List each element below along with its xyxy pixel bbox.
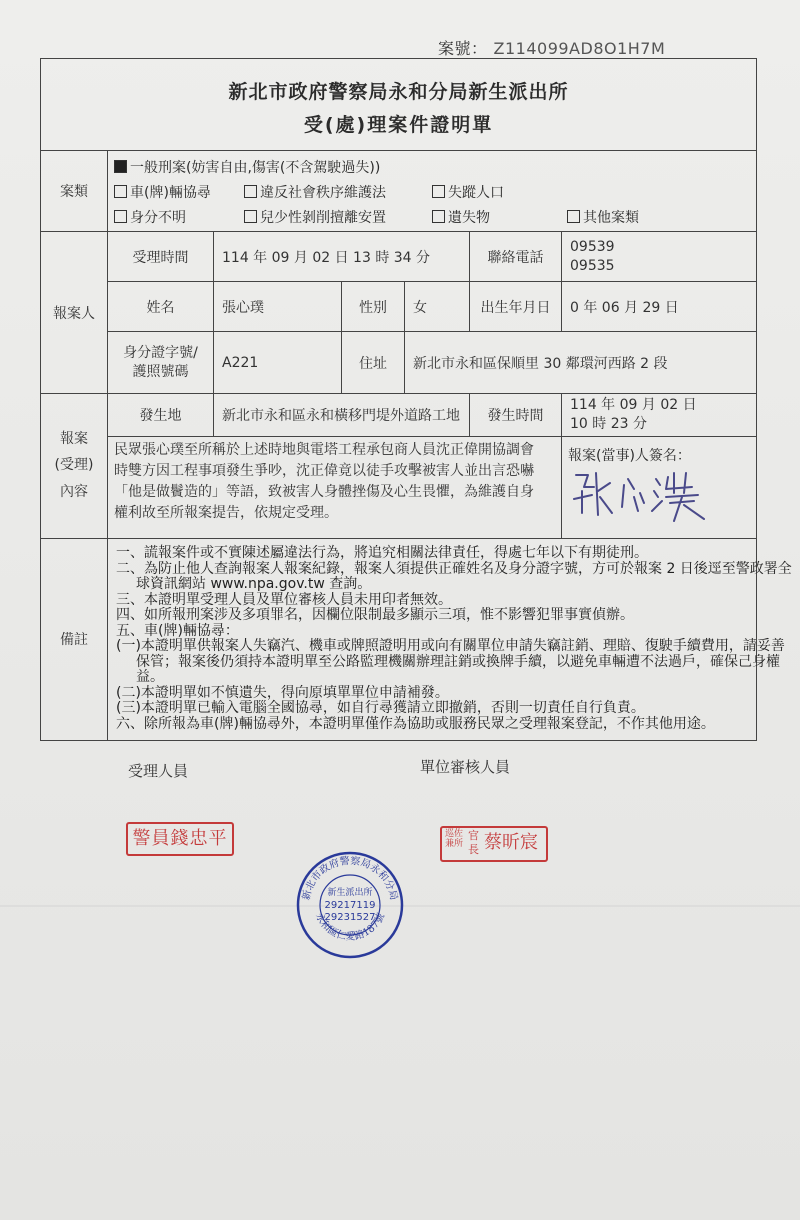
- checkbox-icon: [432, 210, 445, 223]
- note-line: (一)本證明單供報案人失竊汽、機車或牌照證明用或向有關單位申請失竊註銷、理賠、復駛手續費用，請妥善: [116, 638, 785, 655]
- police-station-seal: [295, 850, 405, 960]
- gender-value: 女: [405, 282, 470, 332]
- form-title: 新北市政府警察局永和分局新生派出所: [228, 80, 569, 103]
- note-line: (三)本證明單已輸入電腦全國協尋，如自行尋獲請立即撤銷，否則一切責任自行負責。: [116, 700, 645, 717]
- reviewer-label: 單位審核人員: [420, 758, 511, 776]
- name-value: 張心璞: [214, 282, 342, 332]
- place-label: 發生地: [108, 394, 214, 437]
- occur-time-label: 發生時間: [470, 394, 562, 437]
- case-type-option-unknown-identity: 身分不明: [114, 207, 186, 227]
- note-line: 保管；報案後仍須持本證明單至公路監理機關辦理註銷或換牌手續，以避免車輛遭不法過戶，確保己身權: [136, 653, 780, 670]
- note-line: (二)本證明單如不慎遺失，得向原填單單位申請補發。: [116, 684, 449, 701]
- form-header: [41, 59, 757, 151]
- report-content-line: 權利故至所報案提告，依規定受理。: [114, 504, 338, 521]
- checkbox-icon: [114, 210, 127, 223]
- address-label: 住址: [342, 332, 405, 394]
- signature-cell: [562, 436, 757, 538]
- report-content-line: 民眾張心璞至所稱於上述時地與電塔工程承包商人員沈正偉開協調會: [114, 441, 534, 458]
- gender-label: 性別: [342, 282, 405, 332]
- id-label: 身分證字號/ 護照號碼: [108, 332, 214, 394]
- place-value: 新北市永和區永和橫移門堤外道路工地: [214, 394, 470, 437]
- reviewer-stamp: 巡佐 兼所 官 長 蔡昕宸: [440, 826, 548, 862]
- handwritten-signature: [570, 467, 720, 525]
- case-number-label: 案號：: [438, 39, 488, 58]
- reviewer-stamp-name: 蔡昕宸: [484, 832, 538, 853]
- report-section-label: 報案 (受理) 內容: [41, 394, 108, 539]
- case-type-option-lost-property: 遺失物: [432, 207, 490, 227]
- note-line: 三、本證明單受理人員及單位審核人員未用印者無效。: [116, 591, 452, 608]
- checkbox-icon: [432, 185, 445, 198]
- note-line: 二、為防止他人查詢報案人報案紀錄，報案人須提供正確姓名及身分證字號，方可於報案 2 日後逕至警政署全: [116, 560, 792, 577]
- receiver-stamp: 警員錢忠平: [126, 822, 234, 856]
- note-line: 球資訊網站 www.npa.gov.tw 查詢。: [136, 576, 372, 593]
- checkbox-icon: [244, 185, 257, 198]
- form-subtitle: 受(處)理案件證明單: [303, 113, 494, 136]
- case-number-value: Z114099AD8O1H7M: [493, 39, 666, 58]
- case-number: [438, 36, 665, 59]
- note-line: 一、謊報案件或不實陳述屬違法行為，將追究相關法律責任，得處七年以下有期徒刑。: [116, 545, 648, 562]
- seal-address-text: 永和區仁愛路187號: [312, 911, 388, 943]
- case-type-option-child-exploitation: 兒少性剝削擅離安置: [244, 207, 386, 227]
- case-type-option-missing-person: 失蹤人口: [432, 182, 504, 202]
- occur-time-value: 114 年 09 月 02 日 10 時 23 分: [562, 394, 757, 437]
- address-value: 新北市永和區保順里 30 鄰環河西路 2 段: [405, 332, 757, 394]
- phone-value-1: 09539: [570, 238, 615, 255]
- case-type-option-vehicle: 車(牌)輛協尋: [114, 182, 211, 202]
- case-type-option-social-order: 違反社會秩序維護法: [244, 182, 386, 202]
- name-label: 姓名: [108, 282, 214, 332]
- case-type-label: 案類: [41, 151, 108, 232]
- birth-label: 出生年月日: [470, 282, 562, 332]
- checked-box-icon: [114, 160, 127, 173]
- id-value: A221: [214, 332, 342, 394]
- checkbox-icon: [567, 210, 580, 223]
- accept-time-label: 受理時間: [108, 232, 214, 282]
- seal-phone-1: 29217119: [324, 900, 376, 911]
- notes-label: 備註: [41, 538, 108, 740]
- note-line: 四、如所報刑案涉及多項罪名，因欄位限制最多顯示三項，惟不影響犯罪事實偵辦。: [116, 607, 634, 624]
- certificate-form: [40, 58, 792, 741]
- report-content-line: 「他是做鬢造的」等語，致被害人身體挫傷及心生畏懼，為維護自身: [114, 483, 534, 500]
- phone-value-2: 09535: [570, 257, 615, 274]
- notes-content: [108, 538, 792, 740]
- checkbox-icon: [114, 185, 127, 198]
- case-type-option-general-criminal: 一般刑案(妨害自由,傷害(不含駕駛過失)): [114, 157, 380, 177]
- birth-value: 0 年 06 月 29 日: [562, 282, 757, 332]
- seal-unit-text: 新生派出所: [327, 888, 373, 898]
- report-content-line: 時雙方因工程事項發生爭吵，沈正偉竟以徒手攻擊被害人並出言恐嚇: [114, 462, 534, 479]
- case-type-options: [108, 151, 757, 232]
- reporter-section-label: 報案人: [41, 232, 108, 394]
- note-line: 五、車(牌)輛協尋：: [116, 622, 239, 639]
- signature-label: 報案(當事)人簽名：: [568, 447, 691, 464]
- report-content: [108, 436, 562, 538]
- phone-label: 聯絡電話: [470, 232, 562, 282]
- receiver-label: 受理人員: [128, 762, 189, 780]
- case-type-option-other: 其他案類: [567, 207, 639, 227]
- checkbox-icon: [244, 210, 257, 223]
- phone-value: [562, 232, 757, 282]
- note-line: 益。: [136, 669, 164, 686]
- accept-time-value: 114 年 09 月 02 日 13 時 34 分: [214, 232, 470, 282]
- seal-phone-2: 29231527: [324, 912, 376, 923]
- note-line: 六、除所報為車(牌)輛協尋外，本證明單僅作為協助或服務民眾之受理報案登記，不作其他用途。: [116, 715, 715, 732]
- seal-outer-text: 新北市政府警察局永和分局: [301, 855, 399, 902]
- seal-circle-icon: [295, 850, 405, 960]
